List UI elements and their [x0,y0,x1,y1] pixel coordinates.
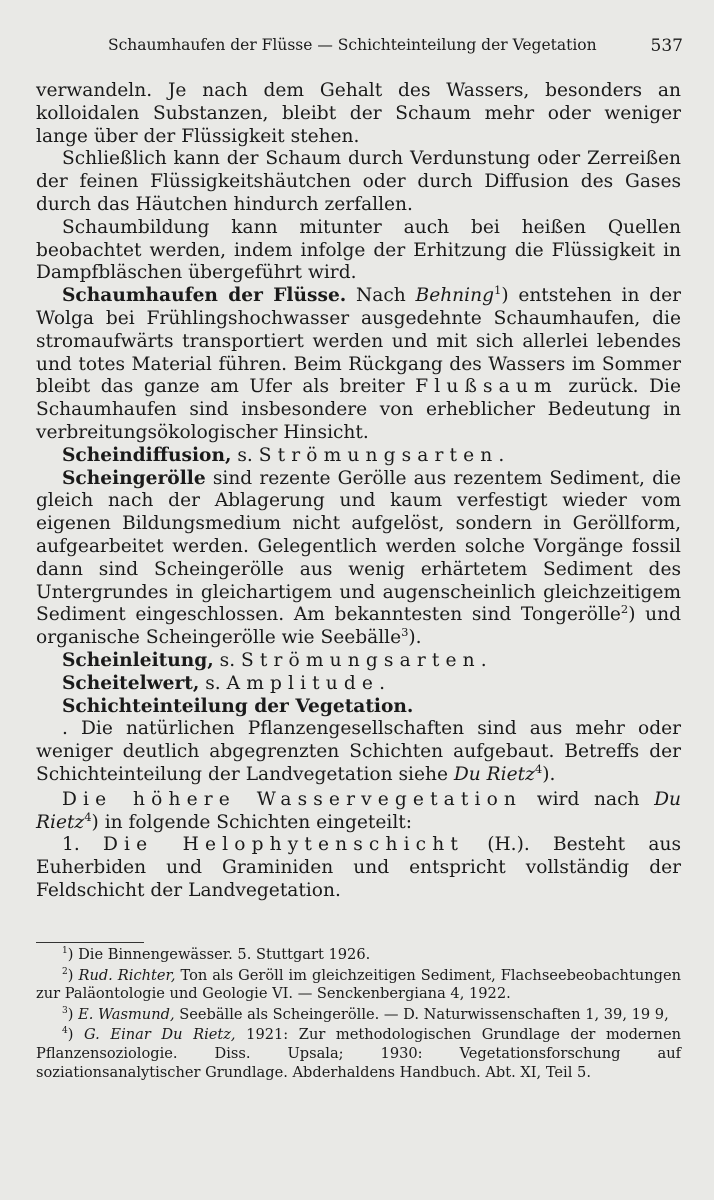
text-run: . [480,649,487,671]
page-number: 537 [650,36,683,56]
text-run: . [498,444,505,466]
footnote [36,967,681,1004]
text-run: s. [213,649,242,671]
footnote-ref: 3 [401,624,409,639]
text-run: ) entstehen in der Wolga bei Frühlingshochwasser ausgedehnte Schaumhaufen, die stromaufwärts transportiert werden und mit sich allerlei lebendes und totes Material führen. Beim Rückgang des Wassers im Sommer bleibt das ganze am Ufer als breiter [36,285,681,398]
spaced-term: Die höhere Wasservegetation [62,788,523,810]
entry-scheindiffusion [36,445,681,468]
author-name: G. Einar Du Rietz, [84,1026,236,1044]
paragraph: Schließlich kann der Schaum durch Verdunstung oder Zerreißen der feinen Flüssigkeitshäutchen oder durch Diffusion des Gases durch das Häutchen hindurch zerfallen. [36,148,681,215]
entry-headword: Schaumhaufen der Flüsse. [62,285,347,307]
footnote [36,1006,681,1025]
footnote-text: Ton als Geröll im gleichzeitigen Sediment, Flachseebeobachtungen zur Paläontologie und Geologie VI. — Senckenbergiana 4, 1922. [36,966,681,1003]
entry-scheinleitung [36,650,681,673]
entry-schichteinteilung [36,696,681,719]
text-run: . Die natürlichen Pflanzengesellschaften sind aus mehr oder weniger deutlich abgegrenzten Schichten aufgebaut. Betreffs der Schichteinteilung der Landvegetation siehe [36,718,681,785]
text-run: zurück. Die Schaumhaufen sind insbesondere von erheblicher Bedeutung in verbreitungsökologischer Hinsicht. [36,376,681,443]
footnotes [36,946,681,1084]
text-run: 1. [62,834,103,856]
text-run: wird nach [522,788,655,810]
header-title: Schaumhaufen der Flüsse — Schichteinteilung der Vegetation [108,36,597,54]
text-run: ) [67,966,79,984]
footnote [36,1026,681,1082]
footnote-ref: 2 [620,602,629,617]
author-name: E. Wasmund, [78,1005,175,1023]
spaced-term: Strömungsarten [241,649,481,671]
entry-headword: Scheingerölle [62,467,206,489]
entry-scheingeroelle [36,468,681,650]
footnote-ref: 4 [534,761,543,776]
footnote [36,946,681,965]
author-name: Du Rietz [36,788,681,833]
text-run: ) [67,1026,85,1044]
text-run: ) [67,1005,79,1023]
text-run: sind rezente Gerölle aus rezentem Sediment, die gleich nach der Ablagerung und kaum verfestigt wieder vom eigenen Bildungsmedium nicht aufgelöst, sondern in Geröllform, aufgearbeitet werden. Gelegentlich werden solche Vorgänge fossil dann sind Scheingerölle aus wenig erhärtetem Sediment des Untergrundes in gleichartigem und augenscheinlich gleichzeitigem Sediment eingeschlossen. Am bekanntesten sind Tongerölle [36,467,681,626]
footnote-text: 1921: Zur methodologischen Grundlage der modernen Pflanzensoziologie. Diss. Upsala; 1930: Vegetationsforschung auf soziationsanalytischer Grundlage. Abderhaldens Handbuch. Abt. XI, Teil 5. [36,1026,681,1081]
text-run: ). [542,763,556,785]
text-run: ). [408,627,422,649]
footnote-text: Seebälle als Scheingerölle. — D. Naturwissenschaften 1, 39, 19 9, [174,1005,669,1023]
spaced-term: Flußsaum [415,376,558,398]
footnote-ref: 1 [493,282,502,297]
text-run: (H.). Besteht aus Euherbiden und Graminiden und entspricht vollständig der Feldschicht der Landvegetation. [36,834,681,901]
spaced-term: Die Helophytenschicht [103,834,464,856]
entry-headword: Scheitelwert, [62,672,200,694]
paragraph [36,789,681,835]
text-run: s. [231,444,259,466]
footnote-mark: 3 [62,1005,68,1016]
spaced-term: Strömungsarten [258,444,499,466]
author-name: Behning [415,285,494,307]
paragraph: verwandeln. Je nach dem Gehalt des Wassers, besonders an kolloidalen Substanzen, bleibt der Schaum mehr oder weniger lange über der Flüssigkeit stehen. [36,80,681,147]
entry-headword: Scheinleitung, [62,649,214,671]
entry-schaumhaufen [36,282,681,445]
text-run: s. [199,672,227,694]
entry-headword: Schichteinteilung der Vegetation. [62,695,414,717]
footnote-divider [36,942,144,943]
footnote-mark: 4 [62,1026,68,1037]
text-run: ) und organische Scheingerölle wie Seebälle [36,604,681,649]
entry-scheitelwert [36,673,681,696]
paragraph: Schaumbildung kann mitunter auch bei heißen Quellen beobachtet werden, indem infolge der Erhitzung die Flüssigkeit in Dampfbläschen übergeführt wird. [36,216,681,284]
footnote-mark: 2 [62,966,68,977]
main-text [36,80,681,903]
paragraph [36,834,681,902]
author-name: Rud. Richter, [78,966,176,984]
entry-headword: Scheindiffusion, [62,444,232,466]
text-run: ) in folgende Schichten eingeteilt: [91,811,413,833]
footnote-mark: 1 [62,946,68,957]
spaced-term: Amplitude [226,672,380,694]
footnote-text: ) Die Binnengewässer. 5. Stuttgart 1926. [67,946,371,963]
text-run: . [379,672,385,694]
footnote-ref: 4 [84,809,92,824]
author-name: Du Rietz [453,763,535,785]
paragraph [36,718,681,786]
text-run: Nach [346,285,416,307]
